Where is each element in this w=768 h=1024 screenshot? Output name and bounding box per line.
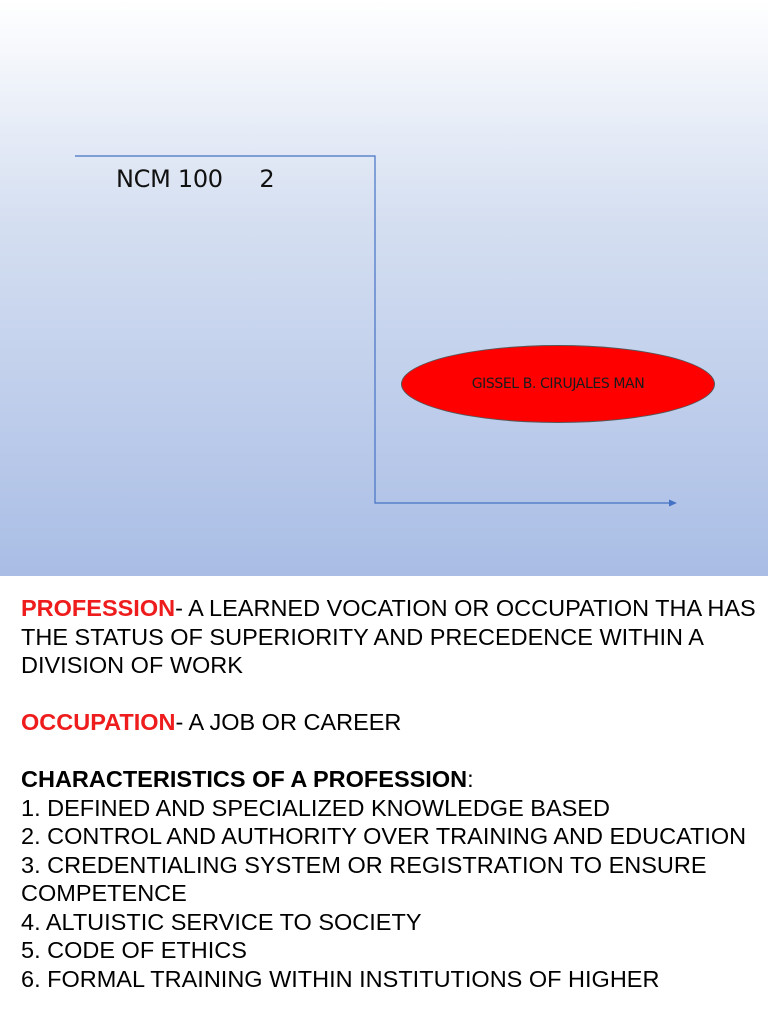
occupation-definition: - A JOB OR CAREER	[175, 709, 402, 735]
characteristics-heading: CHARACTERISTICS OF A PROFESSION	[21, 766, 468, 792]
characteristics-heading-line	[21, 765, 756, 794]
profession-paragraph	[21, 594, 756, 680]
notes-text	[21, 594, 756, 993]
characteristic-item: 6. FORMAL TRAINING WITHIN INSTITUTIONS OF HIGHER	[21, 965, 660, 992]
characteristics-colon: :	[467, 766, 474, 792]
paragraph-spacer	[21, 737, 756, 766]
characteristic-item: 2. CONTROL AND AUTHORITY OVER TRAINING AND EDUCATION	[21, 823, 747, 849]
occupation-paragraph	[21, 708, 756, 737]
profession-definition: - A LEARNED VOCATION OR OCCUPATION THA HAS THE STATUS OF SUPERIORITY AND PRECEDENCE WITHIN A DIVISION OF WORK	[21, 595, 756, 678]
paragraph-spacer	[21, 680, 756, 709]
characteristic-item: 1. DEFINED AND SPECIALIZED KNOWLEDGE BASED	[21, 794, 610, 821]
characteristic-item: 5. CODE OF ETHICS	[21, 937, 247, 963]
slide-title: NCM 100 2	[116, 165, 275, 193]
presenter-name-oval	[401, 345, 715, 423]
occupation-term: OCCUPATION	[21, 709, 176, 735]
presenter-name: GISSEL B. CIRUJALES MAN	[471, 376, 645, 392]
profession-term: PROFESSION	[21, 595, 176, 621]
characteristic-item: 3. CREDENTIALING SYSTEM OR REGISTRATION TO ENSURE COMPETENCE	[21, 851, 707, 906]
characteristic-item: 4. ALTUISTIC SERVICE TO SOCIETY	[21, 908, 422, 935]
